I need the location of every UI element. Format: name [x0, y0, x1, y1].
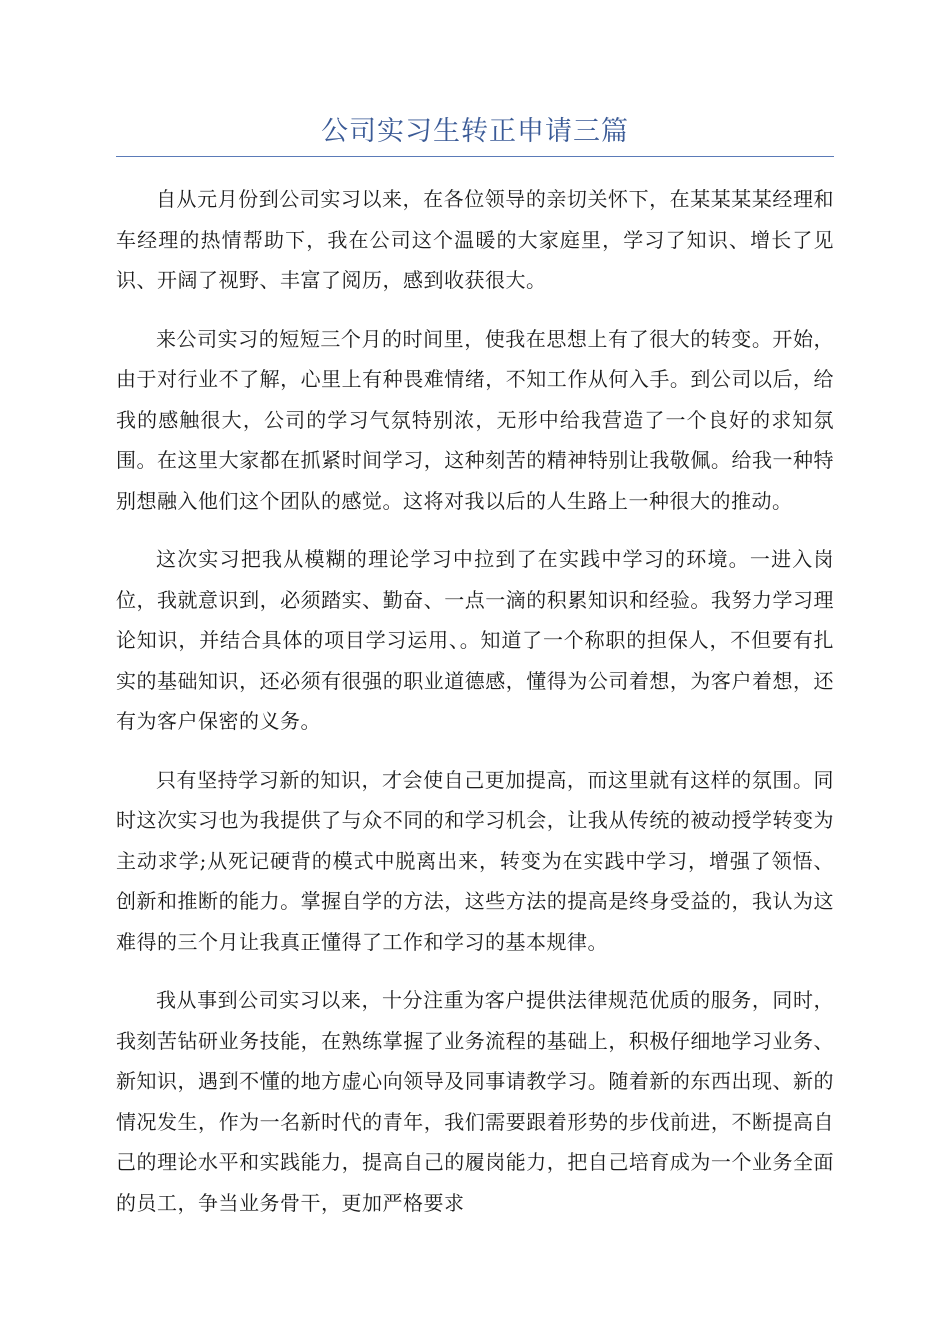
- paragraph-2: 来公司实习的短短三个月的时间里，使我在思想上有了很大的转变。开始，由于对行业不了解，心里上有种畏难情绪，不知工作从何入手。到公司以后，给我的感触很大，公司的学习气氛特别浓，无形中给我营造了一个良好的求知氛围。在这里大家都在抓紧时间学习，这种刻苦的精神特别让我敬佩。给我一种特别想融入他们这个团队的感觉。这将对我以后的人生路上一种很大的推动。: [116, 326, 834, 513]
- document-title: 公司实习生转正申请三篇: [116, 110, 834, 157]
- document-body: [116, 179, 834, 1223]
- paragraph-5: 我从事到公司实习以来，十分注重为客户提供法律规范优质的服务，同时，我刻苦钻研业务技能，在熟练掌握了业务流程的基础上，积极仔细地学习业务、新知识，遇到不懂的地方虚心向领导及同事请教学习。随着新的东西出现、新的情况发生，作为一名新时代的青年，我们需要跟着形势的步伐前进，不断提高自己的理论水平和实践能力，提高自己的履岗能力，把自己培育成为一个业务全面的员工，争当业务骨干，更加严格要求: [116, 988, 834, 1215]
- paragraph-4: 只有坚持学习新的知识，才会使自己更加提高，而这里就有这样的氛围。同时这次实习也为我提供了与众不同的和学习机会，让我从传统的被动授学转变为主动求学;从死记硬背的模式中脱离出来，转变为在实践中学习，增强了领悟、创新和推断的能力。掌握自学的方法，这些方法的提高是终身受益的，我认为这难得的三个月让我真正懂得了工作和学习的基本规律。: [116, 767, 834, 954]
- paragraph-1: 自从元月份到公司实习以来，在各位领导的亲切关怀下，在某某某某经理和车经理的热情帮助下，我在公司这个温暖的大家庭里，学习了知识、增长了见识、开阔了视野、丰富了阅历，感到收获很大。: [116, 187, 834, 292]
- paragraph-3: 这次实习把我从模糊的理论学习中拉到了在实践中学习的环境。一进入岗位，我就意识到，必须踏实、勤奋、一点一滴的积累知识和经验。我努力学习理论知识，并结合具体的项目学习运用、。知道了一个称职的担保人，不但要有扎实的基础知识，还必须有很强的职业道德感，懂得为公司着想，为客户着想，还有为客户保密的义务。: [116, 547, 834, 733]
- document-page: [116, 110, 834, 1241]
